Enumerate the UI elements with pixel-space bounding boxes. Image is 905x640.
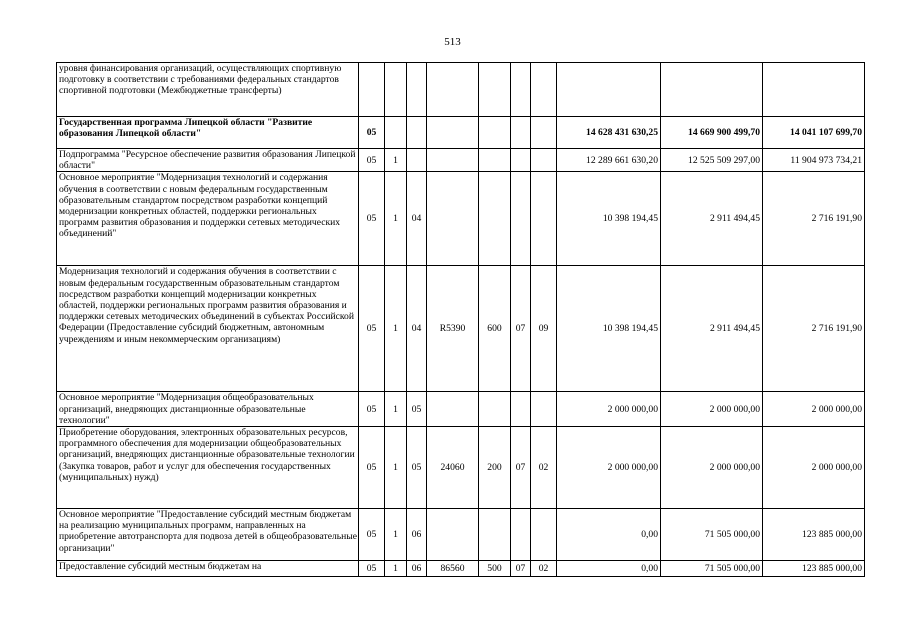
cell-amount-year2: 12 525 509 297,00 [661, 149, 763, 172]
cell-amount-year2: 2 000 000,00 [661, 392, 763, 427]
cell-pr: 02 [531, 561, 557, 577]
cell-amount-year1: 2 000 000,00 [557, 427, 661, 509]
table-row [57, 63, 865, 117]
cell-amount-year3: 11 904 973 734,21 [763, 149, 865, 172]
cell-amount-year3: 2 000 000,00 [763, 427, 865, 509]
cell-rz: 07 [511, 427, 531, 509]
cell-amount-year2: 2 911 494,45 [661, 172, 763, 266]
cell-om [407, 149, 427, 172]
cell-name: Приобретение оборудования, электронных образовательных ресурсов, программного обеспечения для модернизации общеобразовательных организаций, внедряющих дистанционные образовательные технологии (Закупка товаров, работ и услуг для обеспечения государственных (муниципальных) нужд) [57, 427, 359, 509]
cell-rz [511, 63, 531, 117]
cell-rz: 07 [511, 266, 531, 392]
cell-name: уровня финансирования организаций, осуществляющих спортивную подготовку в соответствии с требованиями федеральных стандартов спортивной подготовки (Межбюджетные трансферты) [57, 63, 359, 117]
cell-amount-year1: 12 289 661 630,20 [557, 149, 661, 172]
cell-pr [531, 149, 557, 172]
cell-csr [427, 172, 479, 266]
cell-pr: 02 [531, 427, 557, 509]
cell-amount-year2: 71 505 000,00 [661, 561, 763, 577]
cell-gp: 05 [359, 427, 385, 509]
cell-vr: 200 [479, 427, 511, 509]
cell-om: 06 [407, 509, 427, 561]
cell-om: 04 [407, 266, 427, 392]
cell-amount-year3: 2 716 191,90 [763, 266, 865, 392]
cell-gp: 05 [359, 172, 385, 266]
cell-amount-year3: 2 000 000,00 [763, 392, 865, 427]
cell-om [407, 117, 427, 149]
cell-pp: 1 [385, 266, 407, 392]
cell-name: Модернизация технологий и содержания обучения в соответствии с новым федеральным государственным образовательным стандартом посредством разработки концепций модернизации конкретных областей, поддержки региональных программ развития образования и поддержки сетевых методических объединений в субъектах Российской Федерации (Предоставление субсидий бюджетным, автономным учреждениям и иным некоммерческим организациям) [57, 266, 359, 392]
cell-om: 06 [407, 561, 427, 577]
cell-vr [479, 149, 511, 172]
cell-om: 05 [407, 392, 427, 427]
cell-amount-year3: 14 041 107 699,70 [763, 117, 865, 149]
cell-amount-year2: 2 000 000,00 [661, 427, 763, 509]
cell-amount-year1: 10 398 194,45 [557, 266, 661, 392]
cell-pp: 1 [385, 392, 407, 427]
cell-pp [385, 117, 407, 149]
cell-amount-year1: 14 628 431 630,25 [557, 117, 661, 149]
page-number: 513 [444, 36, 461, 48]
cell-csr [427, 149, 479, 172]
cell-pp: 1 [385, 561, 407, 577]
cell-om: 05 [407, 427, 427, 509]
cell-vr: 500 [479, 561, 511, 577]
cell-amount-year1 [557, 63, 661, 117]
cell-pr [531, 172, 557, 266]
cell-csr: 86560 [427, 561, 479, 577]
table-row [57, 509, 865, 561]
cell-gp [359, 63, 385, 117]
cell-amount-year2: 2 911 494,45 [661, 266, 763, 392]
cell-om: 04 [407, 172, 427, 266]
cell-rz [511, 172, 531, 266]
cell-csr [427, 509, 479, 561]
cell-vr [479, 172, 511, 266]
table-row [57, 392, 865, 427]
cell-csr: 24060 [427, 427, 479, 509]
cell-name: Подпрограмма "Ресурсное обеспечение развития образования Липецкой области" [57, 149, 359, 172]
cell-gp: 05 [359, 392, 385, 427]
cell-pr [531, 392, 557, 427]
cell-csr: R5390 [427, 266, 479, 392]
cell-vr: 600 [479, 266, 511, 392]
table-row [57, 561, 865, 577]
cell-amount-year3: 123 885 000,00 [763, 561, 865, 577]
cell-amount-year2 [661, 63, 763, 117]
cell-name: Предоставление субсидий местным бюджетам на [57, 561, 359, 577]
cell-amount-year3 [763, 63, 865, 117]
cell-gp: 05 [359, 149, 385, 172]
cell-pp [385, 63, 407, 117]
cell-om [407, 63, 427, 117]
cell-csr [427, 117, 479, 149]
cell-pp: 1 [385, 172, 407, 266]
cell-gp: 05 [359, 509, 385, 561]
cell-gp: 05 [359, 266, 385, 392]
cell-pr: 09 [531, 266, 557, 392]
cell-pp: 1 [385, 427, 407, 509]
cell-name: Основное мероприятие "Модернизация технологий и содержания обучения в соответствии с новым федеральным государственным образовательным стандартом посредством разработки концепций модернизации конкретных областей, поддержки региональных программ развития образования и поддержки сетевых методических объединений" [57, 172, 359, 266]
cell-pp: 1 [385, 509, 407, 561]
cell-amount-year3: 123 885 000,00 [763, 509, 865, 561]
cell-amount-year1: 0,00 [557, 509, 661, 561]
cell-pp: 1 [385, 149, 407, 172]
cell-rz [511, 149, 531, 172]
cell-amount-year3: 2 716 191,90 [763, 172, 865, 266]
table-row [57, 172, 865, 266]
cell-csr [427, 392, 479, 427]
cell-vr [479, 63, 511, 117]
cell-gp: 05 [359, 561, 385, 577]
cell-amount-year1: 0,00 [557, 561, 661, 577]
cell-amount-year1: 10 398 194,45 [557, 172, 661, 266]
table-row [57, 266, 865, 392]
cell-pr [531, 509, 557, 561]
cell-amount-year1: 2 000 000,00 [557, 392, 661, 427]
cell-amount-year2: 14 669 900 499,70 [661, 117, 763, 149]
cell-vr [479, 392, 511, 427]
cell-gp: 05 [359, 117, 385, 149]
cell-name: Государственная программа Липецкой области "Развитие образования Липецкой области" [57, 117, 359, 149]
cell-rz [511, 392, 531, 427]
table-row [57, 427, 865, 509]
cell-amount-year2: 71 505 000,00 [661, 509, 763, 561]
cell-rz [511, 117, 531, 149]
table-row [57, 149, 865, 172]
budget-table [56, 62, 865, 577]
cell-vr [479, 117, 511, 149]
table-row [57, 117, 865, 149]
cell-pr [531, 117, 557, 149]
cell-name: Основное мероприятие "Предоставление субсидий местным бюджетам на реализацию муниципальных программ, направленных на приобретение автотранспорта для подвоза детей в общеобразовательные организации" [57, 509, 359, 561]
cell-vr [479, 509, 511, 561]
cell-name: Основное мероприятие "Модернизация общеобразовательных организаций, внедряющих дистанционные образовательные технологии" [57, 392, 359, 427]
cell-csr [427, 63, 479, 117]
cell-pr [531, 63, 557, 117]
cell-rz [511, 509, 531, 561]
cell-rz: 07 [511, 561, 531, 577]
